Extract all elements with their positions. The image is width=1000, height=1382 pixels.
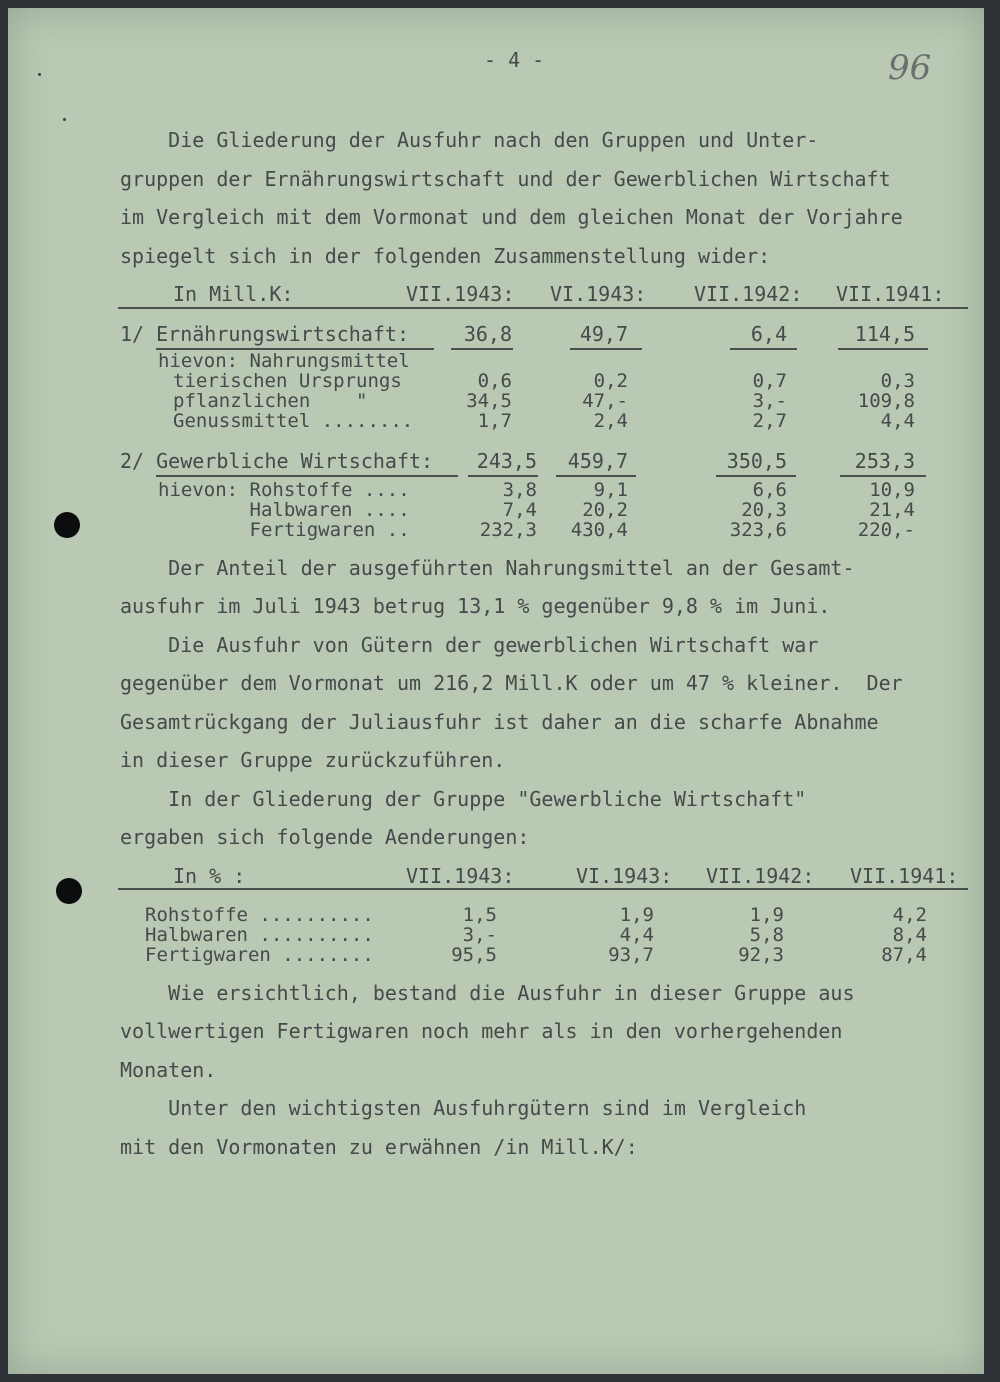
table2-row-label: Rohstoffe .......... [145, 904, 374, 926]
table2-header-rule [118, 888, 968, 890]
table1-row-label: Genussmittel ........ [173, 410, 414, 432]
table2-cell: 8,4 [892, 924, 927, 946]
handwritten-page-number: 96 [888, 48, 932, 88]
underline [716, 475, 796, 477]
table1-row-label: pflanzlichen " [173, 390, 368, 412]
table1-cell: 9,1 [593, 479, 628, 501]
table1-cell: 0,2 [593, 370, 628, 392]
table1-header-rule [118, 307, 968, 309]
table2-cell: 4,2 [892, 904, 927, 926]
table1-cell: 7,4 [502, 499, 537, 521]
table1-group1-label: 1/ Ernährungswirtschaft: [120, 322, 409, 346]
table1-cell: 10,9 [869, 479, 915, 501]
paragraph-line: in dieser Gruppe zurückzuführen. [120, 748, 506, 772]
table1-header-unit: In Mill.K: [173, 282, 294, 306]
table1-cell: 1,7 [477, 410, 512, 432]
table1-cell: 2,4 [593, 410, 628, 432]
table1-cell: 47,- [582, 390, 628, 412]
underline [840, 475, 926, 477]
table1-header-col: VI.1943: [550, 282, 647, 306]
underline [451, 348, 513, 350]
table2-cell: 87,4 [881, 944, 927, 966]
paragraph-line: gruppen der Ernährungswirtschaft und der Gewerblichen Wirtschaft [120, 167, 891, 191]
table1-group2-value: 350,5 [726, 449, 787, 473]
table2-cell: 1,9 [619, 904, 654, 926]
paragraph-line: Die Gliederung der Ausfuhr nach den Gruppen und Unter- [120, 128, 819, 152]
underline [156, 475, 458, 477]
paragraph-line: In der Gliederung der Gruppe "Gewerbliche Wirtschaft" [120, 787, 807, 811]
table1-group1-value: 6,4 [750, 322, 787, 346]
table1-group2-value: 459,7 [567, 449, 628, 473]
paragraph-line: Die Ausfuhr von Gütern der gewerblichen Wirtschaft war [120, 633, 819, 657]
table1-group1-subhead: hievon: Nahrungsmittel [158, 350, 410, 372]
table1-header-col: VII.1942: [694, 282, 803, 306]
table2-header-col: VII.1942: [706, 864, 815, 888]
paragraph-line: mit den Vormonaten zu erwähnen /in Mill.K/: [120, 1135, 638, 1159]
table1-group1-value: 114,5 [854, 322, 915, 346]
table1-cell: 2,7 [752, 410, 787, 432]
table1-group1-value: 49,7 [579, 322, 628, 346]
punch-hole [54, 512, 80, 538]
paragraph-line: Gesamtrückgang der Juliausfuhr ist daher an die scharfe Abnahme [120, 710, 879, 734]
paragraph-line: im Vergleich mit dem Vormonat und dem gleichen Monat der Vorjahre [120, 205, 903, 229]
table1-row-label: Fertigwaren .. [158, 519, 410, 541]
table1-cell: 430,4 [570, 519, 628, 541]
table1-cell: 20,2 [582, 499, 628, 521]
table2-header-unit: In % : [173, 864, 246, 888]
table1-row-label: hievon: Rohstoffe .... [158, 479, 410, 501]
table1-cell: 4,4 [880, 410, 915, 432]
table1-header-col: VII.1943: [406, 282, 515, 306]
punch-hole [56, 878, 82, 904]
table2-cell: 92,3 [738, 944, 784, 966]
table1-cell: 3,- [752, 390, 787, 412]
table2-header-col: VI.1943: [576, 864, 673, 888]
table1-cell: 109,8 [857, 390, 915, 412]
table1-cell: 3,8 [502, 479, 537, 501]
paragraph-line: ergaben sich folgende Aenderungen: [120, 825, 530, 849]
underline [556, 475, 636, 477]
table1-row-label: Halbwaren .... [158, 499, 410, 521]
table1-group2-label: 2/ Gewerbliche Wirtschaft: [120, 449, 434, 473]
table2-row-label: Halbwaren .......... [145, 924, 374, 946]
table1-group2-value: 243,5 [476, 449, 537, 473]
paragraph-line: ausfuhr im Juli 1943 betrug 13,1 % gegenüber 9,8 % im Juni. [120, 594, 831, 618]
table1-cell: 6,6 [752, 479, 787, 501]
table2-cell: 1,9 [749, 904, 784, 926]
underline [468, 475, 538, 477]
document-page [8, 8, 984, 1374]
table1-cell: 0,6 [477, 370, 512, 392]
table2-cell: 5,8 [749, 924, 784, 946]
table1-cell: 0,3 [880, 370, 915, 392]
table2-cell: 93,7 [608, 944, 654, 966]
table1-cell: 20,3 [741, 499, 787, 521]
table1-header-col: VII.1941: [836, 282, 945, 306]
table2-header-col: VII.1941: [850, 864, 959, 888]
table2-cell: 4,4 [619, 924, 654, 946]
table2-row-label: Fertigwaren ........ [145, 944, 374, 966]
table1-cell: 220,- [857, 519, 915, 541]
table1-group2-value: 253,3 [854, 449, 915, 473]
table2-cell: 95,5 [451, 944, 497, 966]
table1-cell: 323,6 [729, 519, 787, 541]
underline [570, 348, 642, 350]
paragraph-line: Der Anteil der ausgeführten Nahrungsmittel an der Gesamt- [120, 556, 855, 580]
underline [838, 348, 928, 350]
table1-cell: 34,5 [466, 390, 512, 412]
paper-mark [38, 73, 41, 76]
paragraph-line: gegenüber dem Vormonat um 216,2 Mill.K oder um 47 % kleiner. Der [120, 671, 903, 695]
paragraph-line: Monaten. [120, 1058, 217, 1082]
table1-cell: 21,4 [869, 499, 915, 521]
table1-group1-value: 36,8 [463, 322, 512, 346]
table2-header-col: VII.1943: [406, 864, 515, 888]
page-number: - 4 - [484, 48, 545, 72]
paragraph-line: Wie ersichtlich, bestand die Ausfuhr in dieser Gruppe aus [120, 981, 855, 1005]
table1-row-label: tierischen Ursprungs [173, 370, 402, 392]
paragraph-line: Unter den wichtigsten Ausfuhrgütern sind im Vergleich [120, 1096, 807, 1120]
table2-cell: 3,- [462, 924, 497, 946]
paragraph-line: vollwertigen Fertigwaren noch mehr als in den vorhergehenden [120, 1019, 843, 1043]
table1-cell: 232,3 [479, 519, 537, 541]
table2-cell: 1,5 [462, 904, 497, 926]
underline [730, 348, 797, 350]
table1-cell: 0,7 [752, 370, 787, 392]
paragraph-line: spiegelt sich in der folgenden Zusammenstellung wider: [120, 244, 771, 268]
paper-mark [63, 118, 66, 121]
